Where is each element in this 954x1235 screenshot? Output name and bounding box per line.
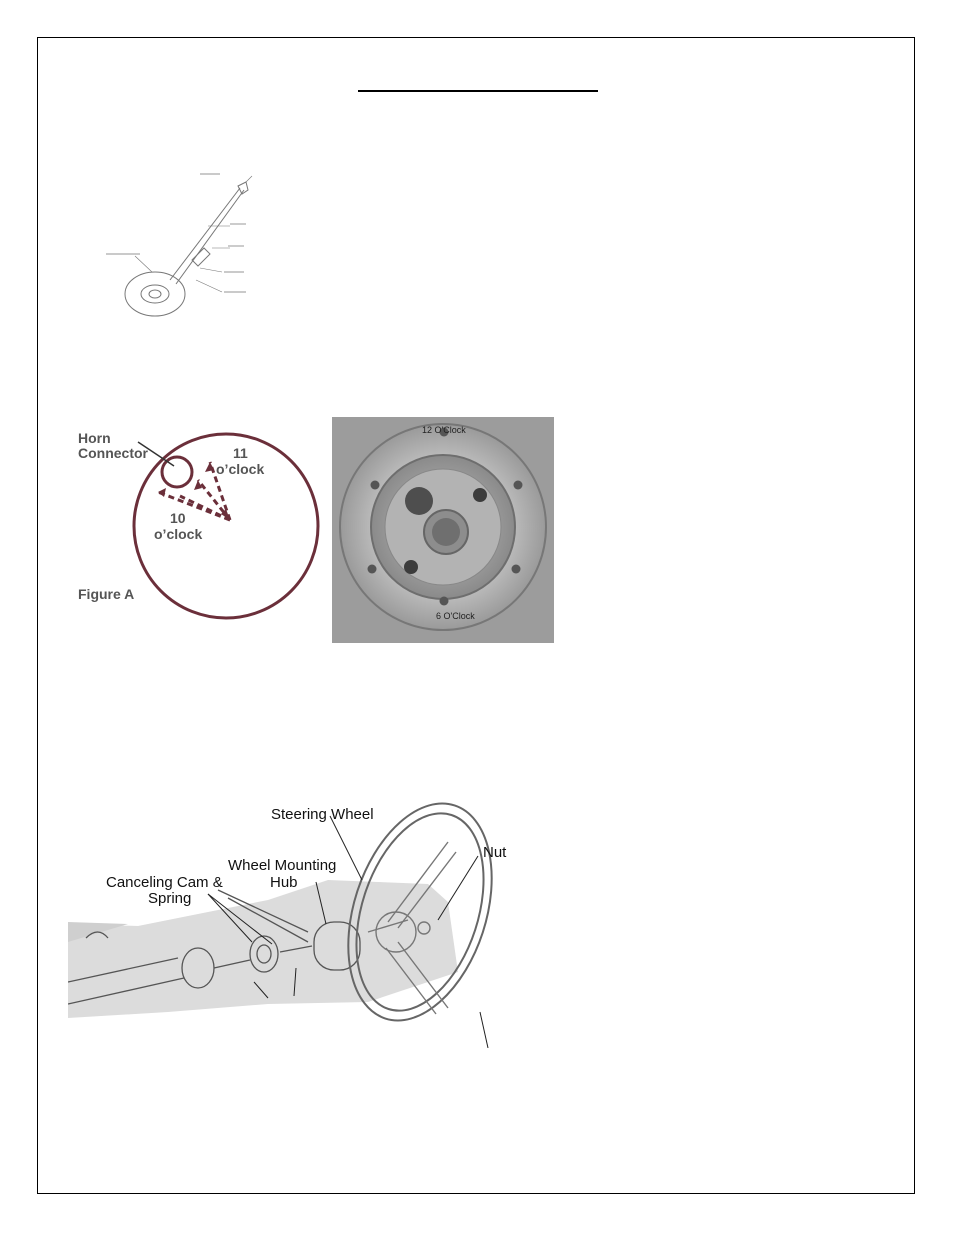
horn-label-line2: Connector [78, 445, 148, 461]
steering-wheel-label: Steering Wheel [271, 806, 374, 823]
steering-column-sketch [100, 168, 270, 338]
steering-wheel-exploded-view [68, 772, 546, 1048]
figure-a-caption: Figure A [78, 586, 135, 602]
title-underline [358, 90, 598, 92]
nut-label: Nut [483, 844, 507, 861]
hub-adapter-photo [332, 417, 554, 643]
eleven-oclock-line2: o’clock [216, 461, 265, 477]
figure-a-diagram [70, 400, 326, 646]
ten-oclock-line2: o’clock [154, 526, 203, 542]
six-oclock-label: 6 O'Clock [436, 611, 475, 621]
horn-label-line1: Horn [78, 430, 111, 446]
wheel-mounting-hub-line1: Wheel Mounting [228, 857, 337, 874]
eleven-oclock-line1: 11 [233, 445, 248, 461]
ten-oclock-line1: 10 [170, 510, 186, 526]
canceling-cam-line1: Canceling Cam & [106, 874, 223, 891]
canceling-cam-line2: Spring [148, 890, 192, 907]
wheel-mounting-hub-line2: Hub [270, 874, 298, 891]
twelve-oclock-label: 12 O'Clock [422, 425, 466, 435]
